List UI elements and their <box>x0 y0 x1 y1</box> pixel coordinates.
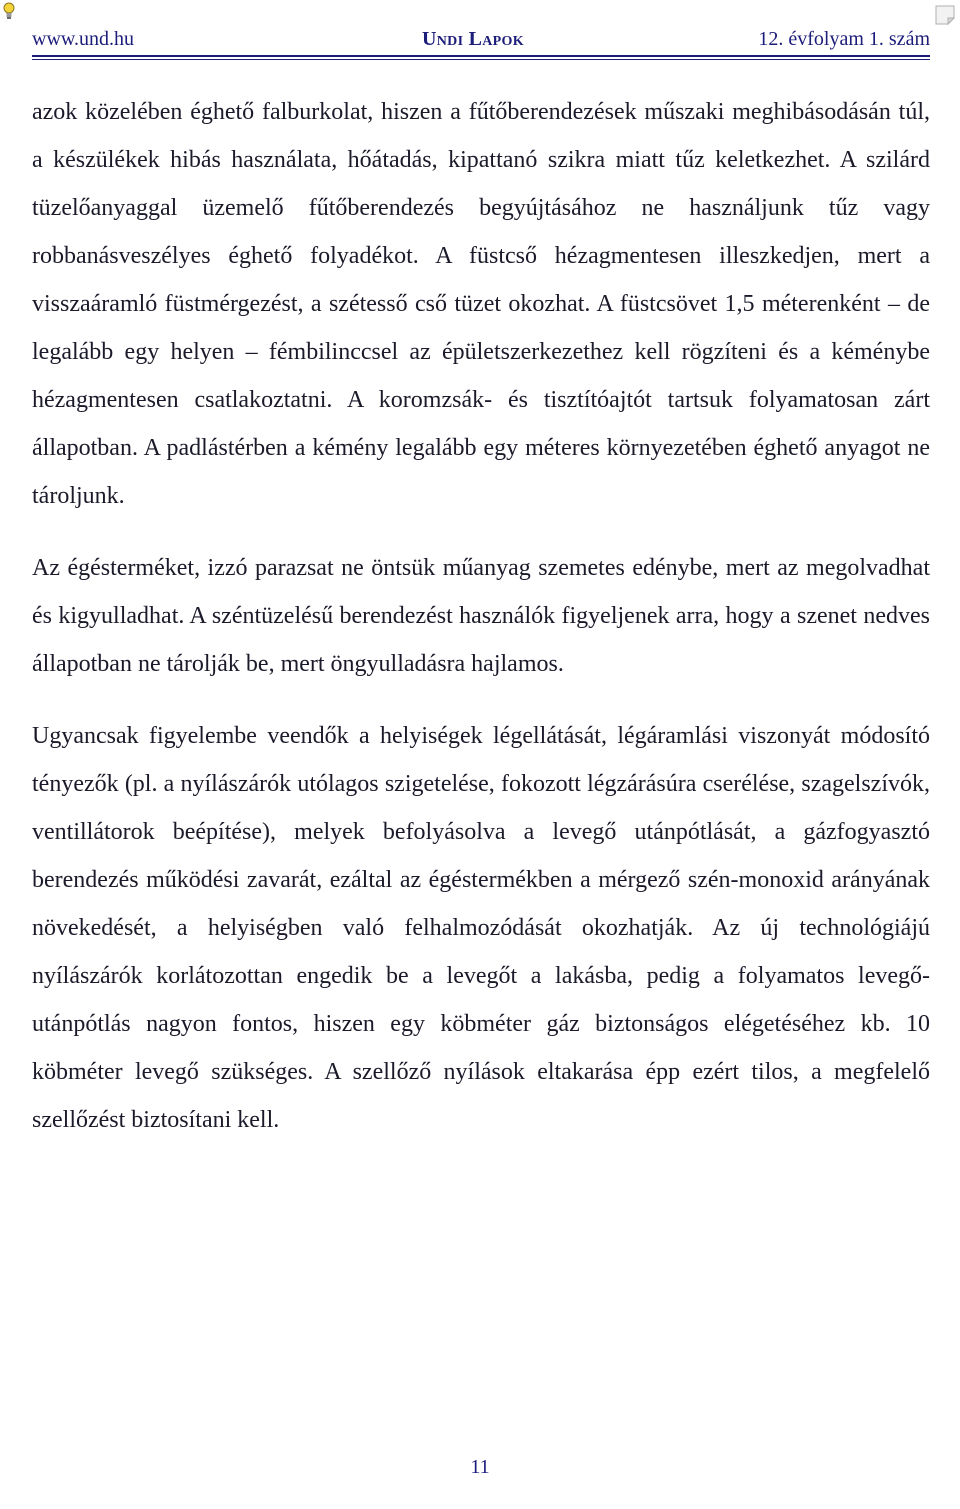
header-issue: 12. évfolyam 1. szám <box>758 28 930 50</box>
page-number: 11 <box>470 1456 490 1478</box>
bulb-icon <box>2 2 16 20</box>
header-publication-title: Undi Lapok <box>422 28 524 50</box>
body-paragraph: Ugyancsak figyelembe veendők a helyiségek légellátását, légáramlási viszonyát módosító tényezők (pl. a nyílászárók utólagos szigetelése, fokozott légzárásúra cserélése, szagelszívók, ventillátorok beépítése), melyek befolyásolva a levegő utánpótlását, a gázfogyasztó berendezés működési zavarát, ezáltal az égéstermékben a mérgező szén-monoxid arányának növekedését, a helyiségben való felhalmozódását okozhatják. Az új technológiájú nyílászárók korlátozottan engedik be a levegőt a lakásba, pedig a folyamatos levegő-utánpótlás nagyon fontos, hiszen egy köbméter gáz biztonságos elégetéséhez kb. 10 köbméter levegő szükséges. A szellőző nyílások eltakarása épp ezért tilos, a megfelelő szellőzést biztosítani kell. <box>32 723 930 1133</box>
body-paragraph: azok közelében éghető falburkolat, hiszen a fűtőberendezések műszaki meghibásodásán túl, a készülékek hibás használata, hőátadás, kipattanó szikra miatt tűz keletkezhet. A szilárd tüzelőanyaggal üzemelő fűtőberendezés begyújtásához ne használjunk tűz vagy robbanásveszélyes éghető folyadékot. A füstcső hézagmentesen illeszkedjen, mert a visszaáramló füstmérgezést, a szétesső cső tüzet okozhat. A füstcsövet 1,5 méterenként – de legalább egy helyen – fémbilinccsel az épületszerkezethez kell rögzíteni és a kéménybe hézagmentesen csatlakoztatni. A koromzsák- és tisztítóajtót tartsuk folyamatosan zárt állapotban. A padlástérben a kémény legalább egy méteres környezetében éghető anyagot ne tároljunk. <box>32 99 930 509</box>
header-rule-thin <box>32 59 930 60</box>
header-website: www.und.hu <box>32 28 135 50</box>
body-paragraph: Az égésterméket, izzó parazsat ne öntsük műanyag szemetes edénybe, mert az megolvadhat és kigyulladhat. A széntüzelésű berendezést használók figyeljenek arra, hogy a szenet nedves állapotban ne tárolják be, mert öngyulladásra hajlamos. <box>32 555 930 677</box>
page-curl-icon <box>934 4 956 26</box>
article-body <box>32 88 930 1168</box>
page-header <box>32 20 930 54</box>
header-rule <box>32 55 930 57</box>
